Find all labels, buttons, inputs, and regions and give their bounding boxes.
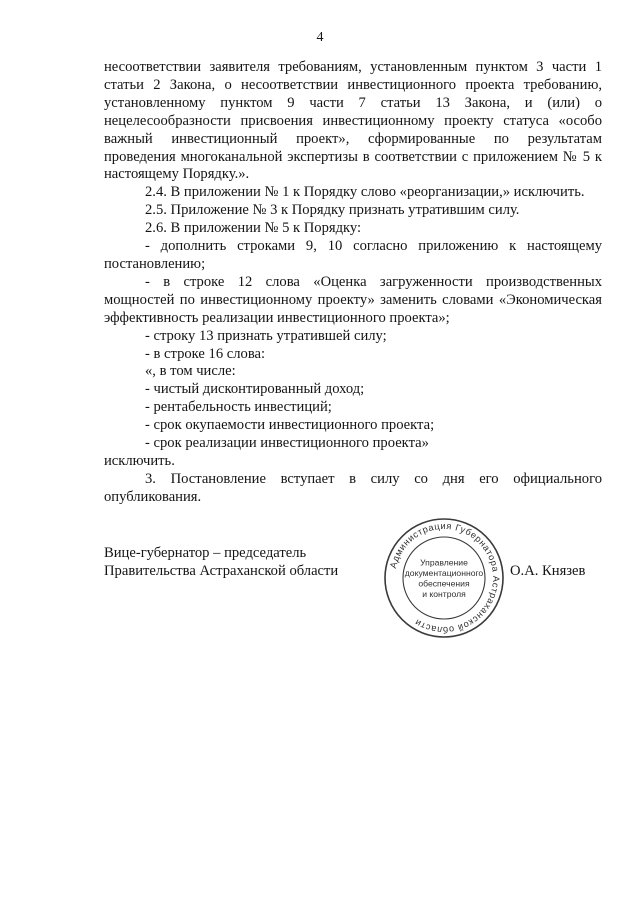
paragraph: исключить. — [104, 452, 175, 469]
paragraph: - дополнить строками 9, 10 согласно приложению к настоящему постановлению; — [104, 238, 602, 272]
signatory-title-line-2: Правительства Астраханской области — [104, 563, 339, 579]
paragraph: - срок окупаемости инвестиционного проекта; — [145, 417, 435, 434]
seal-ring-text: Администрация Губернатора Астраханской области — [388, 520, 502, 636]
signatory-title-line-1: Вице-губернатор – председатель — [104, 545, 307, 561]
seal-center-line: документационного — [404, 567, 484, 578]
paragraph: - срок реализации инвестиционного проекта» — [145, 435, 429, 452]
seal-center-text — [405, 557, 484, 599]
paragraph: 2.5. Приложение № 3 к Порядку признать утратившим силу. — [145, 202, 520, 219]
signatory-name: О.А. Князев — [510, 563, 586, 579]
signature-block — [104, 520, 624, 664]
seal-graphic — [382, 516, 506, 640]
official-seal-stamp — [382, 516, 506, 640]
seal-center-line: Управление — [420, 557, 468, 568]
paragraph: - чистый дисконтированный доход; — [145, 381, 365, 398]
paragraph: - строку 13 признать утратившей силу; — [145, 327, 387, 344]
paragraph: 3. Постановление вступает в силу со дня его официального опубликования. — [104, 470, 602, 505]
document-body — [104, 59, 602, 507]
seal-center-line: обеспечения — [418, 578, 470, 589]
paragraph: 2.6. В приложении № 5 к Порядку: — [145, 220, 362, 237]
signatory-title — [104, 544, 344, 580]
seal-center-line: и контроля — [422, 588, 466, 599]
paragraph: 2.4. В приложении № 1 к Порядку слово «реорганизации,» исключить. — [145, 184, 585, 201]
paragraph: - рентабельность инвестиций; — [145, 399, 332, 416]
paragraph: «, в том числе: — [145, 363, 236, 380]
page-number: 4 — [316, 30, 324, 45]
paragraph: - в строке 16 слова: — [145, 345, 266, 362]
paragraph: - в строке 12 слова «Оценка загруженности производственных мощностей по инвестиционному проекту» заменить словами «Экономическая эффективность реализации инвестиционного проекта»; — [104, 273, 602, 326]
paragraph: несоответствии заявителя требованиям, установленным пунктом 3 части 1 статьи 2 Закона, о несоответствии инвестиционного проекта требованию, установленному пунктом 9 части 7 статьи 13 Закона, и (или) о нецелесообразности присвоения инвестиционному проекту статуса «особо важный инвестиционный проект», сформированные по результатам проведения многоканальной экспертизы в соответствии с приложением № 5 к настоящему Порядку.». — [104, 59, 602, 183]
